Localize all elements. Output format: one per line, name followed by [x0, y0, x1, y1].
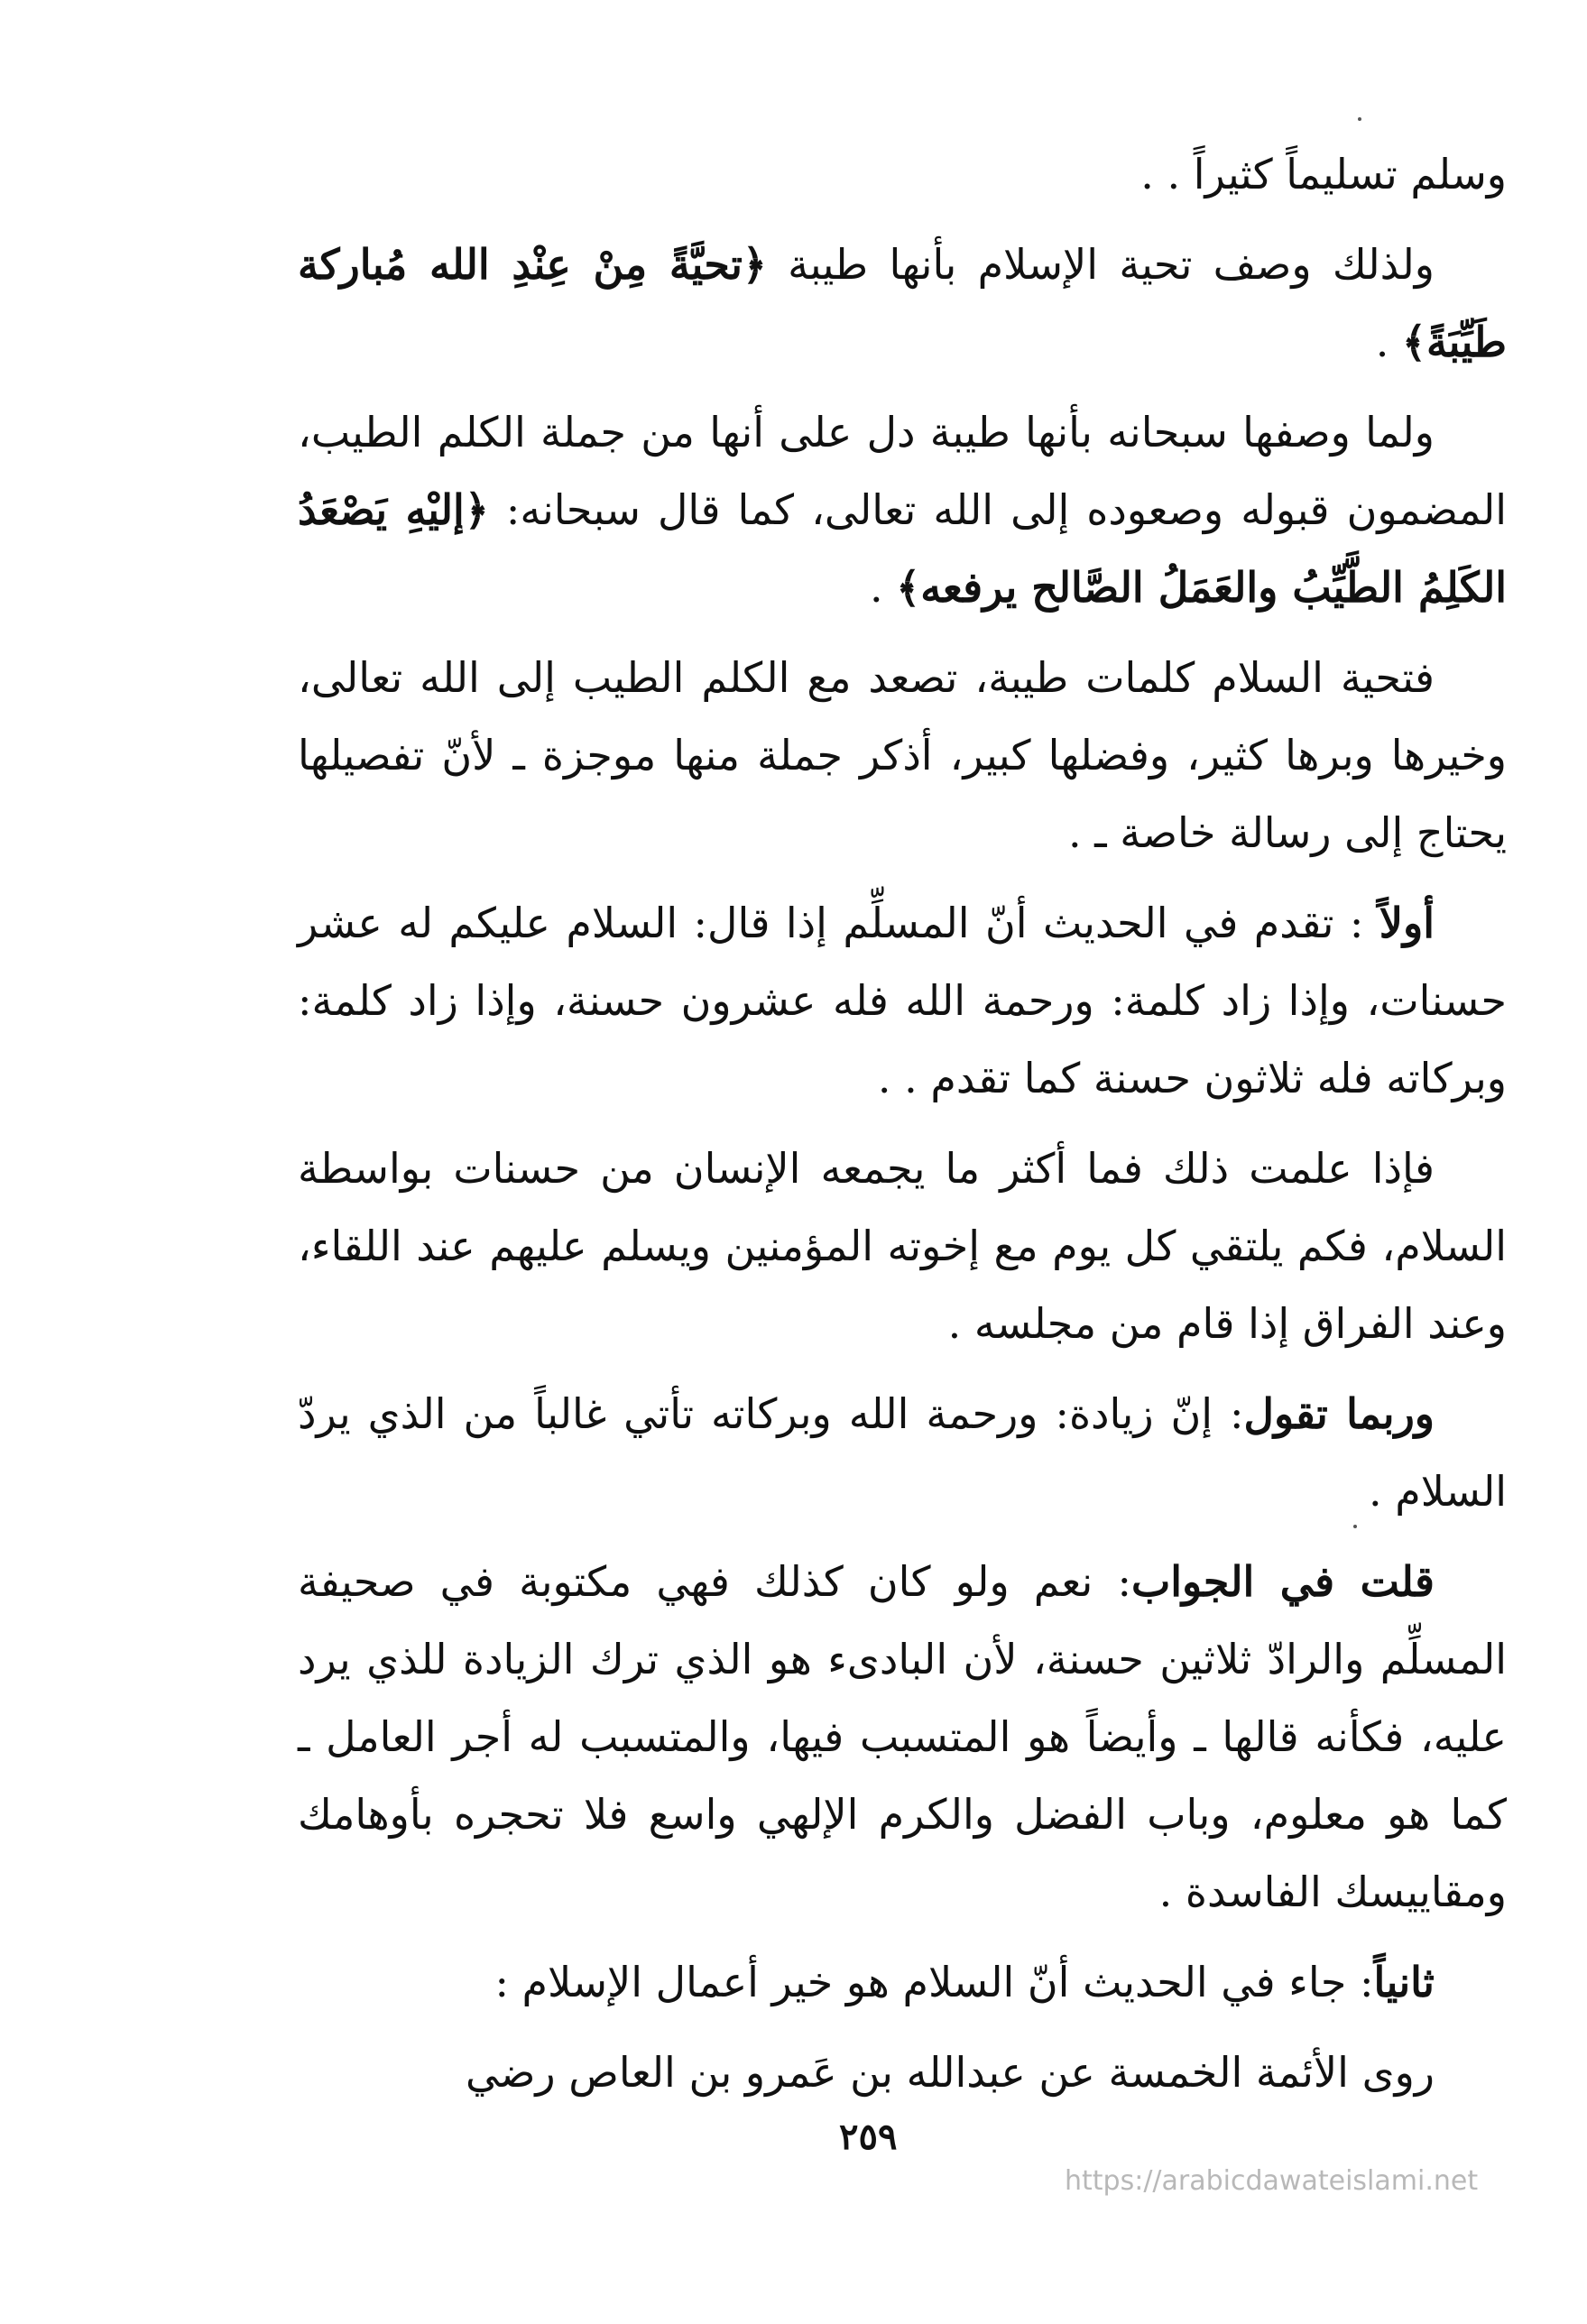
- paragraph-text: .: [1375, 318, 1402, 366]
- paragraph: [298, 884, 1507, 1117]
- paragraph: [298, 135, 1507, 213]
- paragraph: [298, 1375, 1507, 1530]
- paragraph-text: وسلم تسليماً كثيراً . .: [1140, 150, 1507, 198]
- paragraph: [298, 639, 1507, 872]
- emphasized-text: ﴿إليْهِ يَصْعَدُ الكَلِمُ الطَّيِّبُ والعَمَلُ الصَّالح يرفعه﴾: [298, 485, 1507, 612]
- paragraph: [298, 226, 1507, 381]
- paragraph: [298, 1943, 1507, 2021]
- paragraph-text: : إنّ زيادة: ورحمة الله وبركاته تأتي غالباً من الذي يردّ السلام .: [298, 1389, 1507, 1516]
- emphasized-text: ثانياً: [1373, 1958, 1435, 2006]
- paragraph-text: ولذلك وصف تحية الإسلام بأنها طيبة: [766, 240, 1435, 289]
- paragraph-text: ولما وصفها سبحانه بأنها طيبة دل على أنها من جملة الكلم الطيب، المضمون قبوله وصعوده إلى الله تعالى، كما قال سبحانه:: [298, 408, 1507, 534]
- paragraph-text: : نعم ولو كان كذلك فهي مكتوبة في صحيفة المسلِّم والرادّ ثلاثين حسنة، لأن البادىء هو الذي ترك الزيادة للذي يرد عليه، فكأنه قالها ـ وأيضاً هو المتسبب فيها، والمتسبب له أجر العامل ـ كما هو معلوم، وباب الفضل والكرم الإلهي واسع فلا تحجره بأوهامك ومقاييسك الفاسدة .: [298, 1557, 1507, 1916]
- paragraph-text: روى الأئمة الخمسة عن عبدالله بن عَمرو بن العاص رضي: [465, 2048, 1435, 2097]
- paragraph-text: : جاء في الحديث أنّ السلام هو خير أعمال الإسلام :: [494, 1958, 1374, 2006]
- scan-speck: [1353, 1525, 1357, 1528]
- paragraph-text: .: [870, 563, 897, 612]
- paragraph: [298, 393, 1507, 626]
- paragraph: [298, 2034, 1507, 2111]
- paragraph-text: فإذا علمت ذلك فما أكثر ما يجمعه الإنسان من حسنات بواسطة السلام، فكم يلتقي كل يوم مع إخوته المؤمنين ويسلم عليهم عند اللقاء، وعند الفراق إذا قام من مجلسه .: [298, 1144, 1507, 1348]
- paragraph-text: : تقدم في الحديث أنّ المسلِّم إذا قال: السلام عليكم له عشر حسنات، وإذا زاد كلمة: ورحمة الله فله عشرون حسنة، وإذا زاد كلمة: وبركاته فله ثلاثون حسنة كما تقدم . .: [298, 899, 1507, 1102]
- paragraph: [298, 1130, 1507, 1362]
- emphasized-text: وربما تقول: [1243, 1389, 1435, 1438]
- page-number: ٢٥٩: [839, 2116, 898, 2158]
- watermark-url: https://arabicdawateislami.net: [1065, 2165, 1479, 2197]
- paragraph-text: فتحية السلام كلمات طيبة، تصعد مع الكلم الطيب إلى الله تعالى، وخيرها وبرها كثير، وفضلها كبير، أذكر جملة منها موجزة ـ لأنّ تفصيلها يحتاج إلى رسالة خاصة ـ .: [298, 653, 1507, 857]
- emphasized-text: أولاً: [1379, 899, 1435, 947]
- emphasized-text: قلت في الجواب: [1130, 1557, 1435, 1606]
- body-text: [298, 135, 1507, 2124]
- paragraph: [298, 1543, 1507, 1931]
- emphasized-text: ﴿تحيَّةً مِنْ عِنْدِ الله مُباركة طَيِّبَةً﴾: [298, 240, 1507, 366]
- scan-speck: [1358, 117, 1361, 121]
